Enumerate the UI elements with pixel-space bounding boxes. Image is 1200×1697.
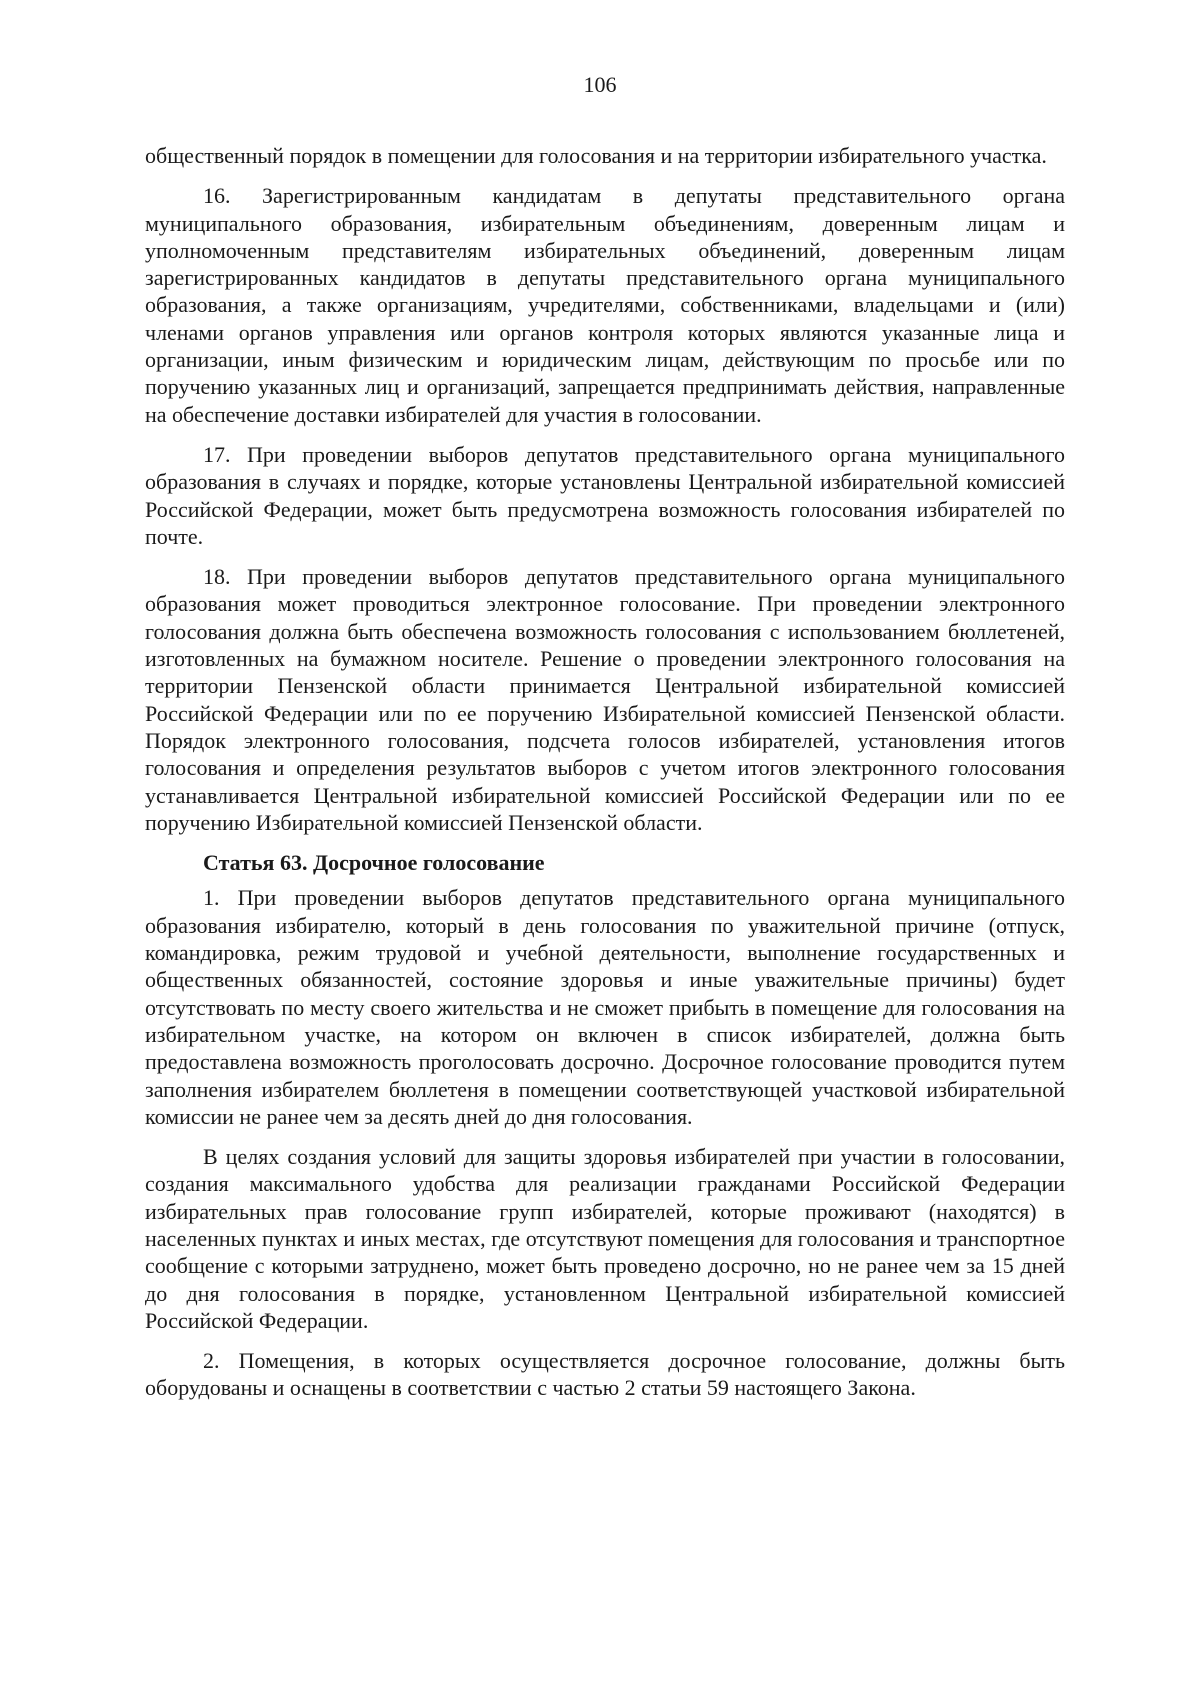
article-heading: Статья 63. Досрочное голосование: [203, 850, 545, 876]
paragraph-item-17: 17. При проведении выборов депутатов представительного органа муниципального образования в случаях и порядке, которые установлены Центральной избирательной комиссией Российской Федерации, может быть предусмотрена возможность голосования избирателей по почте.: [145, 441, 1065, 549]
document-body: [145, 142, 1065, 1415]
paragraph-article-63-item-1: 1. При проведении выборов депутатов представительного органа муниципального образования избирателю, который в день голосования по уважительной причине (отпуск, командировка, режим трудовой и учебной деятельности, выполнение государственных и общественных обязанностей, состояние здоровья и иные уважительные причины) будет отсутствовать по месту своего жительства и не сможет прибыть в помещение для голосования на избирательном участке, на котором он включен в список избирателей, должна быть предоставлена возможность проголосовать досрочно. Досрочное голосование проводится путем заполнения избирателем бюллетеня в помещении соответствующей участковой избирательной комиссии не ранее чем за десять дней до дня голосования.: [145, 885, 1065, 1129]
paragraph-article-63-item-2: 2. Помещения, в которых осуществляется досрочное голосование, должны быть оборудованы и оснащены в соответствии с частью 2 статьи 59 настоящего Закона.: [145, 1348, 1065, 1401]
paragraph-article-63-item-1-continued: В целях создания условий для защиты здоровья избирателей при участии в голосовании, создания максимального удобства для реализации гражданами Российской Федерации избирательных прав голосование групп избирателей, которые проживают (находятся) в населенных пунктах и иных местах, где отсутствуют помещения для голосования и транспортное сообщение с которыми затруднено, может быть проведено досрочно, но не ранее чем за 15 дней до дня голосования в порядке, установленном Центральной избирательной комиссией Российской Федерации.: [145, 1144, 1065, 1333]
paragraph-item-16: 16. Зарегистрированным кандидатам в депутаты представительного органа муниципального образования, избирательным объединениям, доверенным лицам и уполномоченным представителям избирательных объединений, доверенным лицам зарегистрированных кандидатов в депутаты представительного органа муниципального образования, а также организациям, учредителями, собственниками, владельцами и (или) членами органов управления или органов контроля которых являются указанные лица и организации, иным физическим и юридическим лицам, действующим по просьбе или по поручению указанных лиц и организаций, запрещается предпринимать действия, направленные на обеспечение доставки избирателей для участия в голосовании.: [145, 183, 1065, 427]
paragraph-continuation: общественный порядок в помещении для голосования и на территории избирательного участка.: [145, 143, 1047, 168]
paragraph-item-18: 18. При проведении выборов депутатов представительного органа муниципального образования может проводиться электронное голосование. При проведении электронного голосования должна быть обеспечена возможность голосования с использованием бюллетеней, изготовленных на бумажном носителе. Решение о проведении электронного голосования на территории Пензенской области принимается Центральной избирательной комиссией Российской Федерации или по ее поручению Избирательной комиссией Пензенской области. Порядок электронного голосования, подсчета голосов избирателей, установления итогов голосования и определения результатов выборов с учетом итогов электронного голосования устанавливается Центральной избирательной комиссией Российской Федерации или по ее поручению Избирательной комиссией Пензенской области.: [145, 564, 1065, 835]
page-number: 106: [583, 72, 617, 97]
